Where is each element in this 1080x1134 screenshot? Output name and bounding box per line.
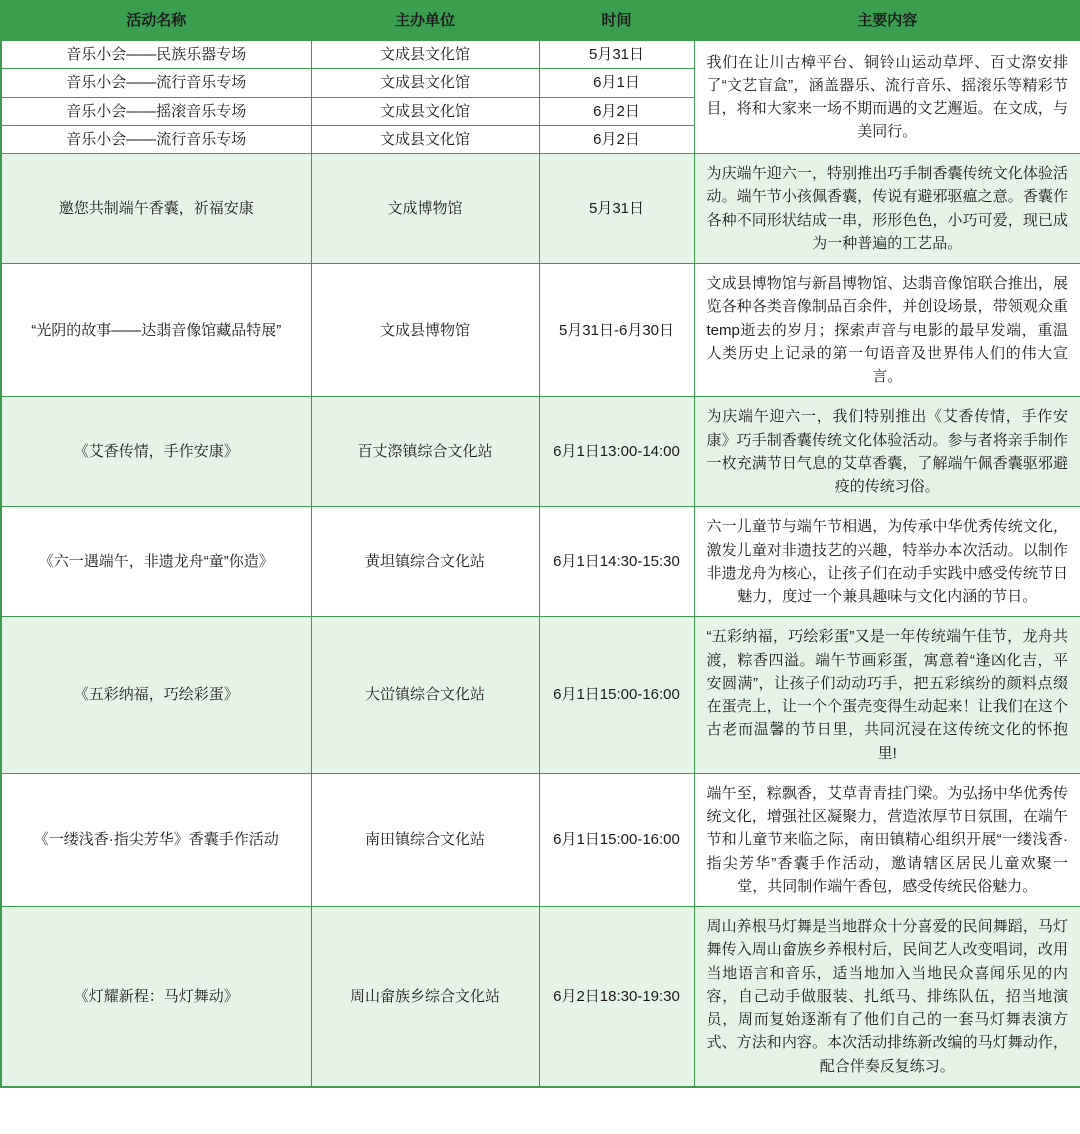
- table-body: [1, 41, 1080, 1087]
- cell-time: 6月2日: [539, 97, 694, 125]
- cell-time: 6月2日: [539, 125, 694, 153]
- table-row: [1, 617, 1080, 774]
- cell-time: 5月31日-6月30日: [539, 264, 694, 397]
- table-row: [1, 907, 1080, 1087]
- cell-time: 5月31日: [539, 154, 694, 264]
- cell-organizer: 文成县文化馆: [311, 97, 539, 125]
- cell-time: 6月1日14:30-15:30: [539, 507, 694, 617]
- table-row: [1, 41, 1080, 69]
- cell-activity-name: 音乐小会——流行音乐专场: [1, 69, 311, 97]
- cell-activity-name: 《艾香传情，手作安康》: [1, 397, 311, 507]
- cell-description: 端午至，粽飘香，艾草青青挂门梁。为弘扬中华优秀传统文化，增强社区凝聚力，营造浓厚节日氛围，在端午节和儿童节来临之际，南田镇精心组织开展“一缕浅香·指尖芳华”香囊手作活动，邀请辖区居民儿童欢聚一堂，共同制作端午香包，感受传统民俗魅力。: [694, 773, 1080, 906]
- cell-activity-name: 《一缕浅香·指尖芳华》香囊手作活动: [1, 773, 311, 906]
- cell-activity-name: 《五彩纳福，巧绘彩蛋》: [1, 617, 311, 774]
- cell-description: “五彩纳福，巧绘彩蛋”又是一年传统端午佳节，龙舟共渡，粽香四溢。端午节画彩蛋，寓意着“逢凶化吉，平安圆满”，让孩子们动动巧手，把五彩缤纷的颜料点缀在蛋壳上，让一个个蛋壳变得生动起来！让我们在这个古老而温馨的节日里，共同沉浸在这传统文化的怀抱里!: [694, 617, 1080, 774]
- cell-time: 6月1日13:00-14:00: [539, 397, 694, 507]
- table-row: [1, 507, 1080, 617]
- cell-organizer: 大峃镇综合文化站: [311, 617, 539, 774]
- cell-description: 为庆端午迎六一，我们特别推出《艾香传情，手作安康》巧手制香囊传统文化体验活动。参与者将亲手制作一枚充满节日气息的艾草香囊，了解端午佩香囊驱邪避疫的传统习俗。: [694, 397, 1080, 507]
- cell-organizer: 文成县文化馆: [311, 125, 539, 153]
- cell-time: 6月2日18:30-19:30: [539, 907, 694, 1087]
- cell-activity-name: 《灯耀新程：马灯舞动》: [1, 907, 311, 1087]
- cell-time: 6月1日15:00-16:00: [539, 773, 694, 906]
- table-row: [1, 397, 1080, 507]
- cell-organizer: 黄坦镇综合文化站: [311, 507, 539, 617]
- cell-organizer: 文成县文化馆: [311, 41, 539, 69]
- cell-activity-name: 音乐小会——摇滚音乐专场: [1, 97, 311, 125]
- cell-time: 6月1日: [539, 69, 694, 97]
- cell-activity-name: 邀您共制端午香囊，祈福安康: [1, 154, 311, 264]
- header-row: [1, 1, 1080, 41]
- cell-activity-name: “光阴的故事——达翡音像馆藏品特展”: [1, 264, 311, 397]
- column-header-time: 时间: [539, 1, 694, 41]
- cell-activity-name: 音乐小会——民族乐器专场: [1, 41, 311, 69]
- column-header-name: 活动名称: [1, 1, 311, 41]
- table-row: [1, 154, 1080, 264]
- cell-description: 为庆端午迎六一，特别推出巧手制香囊传统文化体验活动。端午节小孩佩香囊，传说有避邪驱瘟之意。香囊作各种不同形状结成一串，形形色色，小巧可爱，现已成为一种普遍的工艺品。: [694, 154, 1080, 264]
- cell-description: 六一儿童节与端午节相遇，为传承中华优秀传统文化，激发儿童对非遗技艺的兴趣，特举办本次活动。以制作非遗龙舟为核心，让孩子们在动手实践中感受传统节日魅力，度过一个兼具趣味与文化内涵的节日。: [694, 507, 1080, 617]
- table-row: [1, 773, 1080, 906]
- table-row: [1, 264, 1080, 397]
- column-header-org: 主办单位: [311, 1, 539, 41]
- column-header-desc: 主要内容: [694, 1, 1080, 41]
- cell-description: 我们在让川古樟平台、铜铃山运动草坪、百丈漈安排了“文艺盲盒”，涵盖器乐、流行音乐、摇滚乐等精彩节目，将和大家来一场不期而遇的文艺邂逅。在文成，与美同行。: [694, 41, 1080, 154]
- cell-description: 文成县博物馆与新昌博物馆、达翡音像馆联合推出，展览各种各类音像制品百余件，并创设场景，带领观众重temp逝去的岁月；探索声音与电影的最早发端，重温人类历史上记录的第一句语音及世界伟人们的伟大宣言。: [694, 264, 1080, 397]
- cell-activity-name: 《六一遇端午，非遗龙舟“童”你造》: [1, 507, 311, 617]
- cell-organizer: 文成博物馆: [311, 154, 539, 264]
- cell-organizer: 文成县文化馆: [311, 69, 539, 97]
- cell-organizer: 南田镇综合文化站: [311, 773, 539, 906]
- cell-time: 6月1日15:00-16:00: [539, 617, 694, 774]
- cell-activity-name: 音乐小会——流行音乐专场: [1, 125, 311, 153]
- cell-time: 5月31日: [539, 41, 694, 69]
- cell-organizer: 文成县博物馆: [311, 264, 539, 397]
- cell-organizer: 周山畲族乡综合文化站: [311, 907, 539, 1087]
- cell-description: 周山养根马灯舞是当地群众十分喜爱的民间舞蹈，马灯舞传入周山畲族乡养根村后，民间艺人改变唱词，改用当地语言和音乐，适当地加入当地民众喜闻乐见的内容，自己动手做服装、扎纸马、排练队伍，招当地演员，周而复始逐渐有了他们自己的一套马灯舞表演方式、方法和内容。本次活动排练新改编的马灯舞动作，配合伴奏反复练习。: [694, 907, 1080, 1087]
- table-header: [1, 1, 1080, 41]
- cell-organizer: 百丈漈镇综合文化站: [311, 397, 539, 507]
